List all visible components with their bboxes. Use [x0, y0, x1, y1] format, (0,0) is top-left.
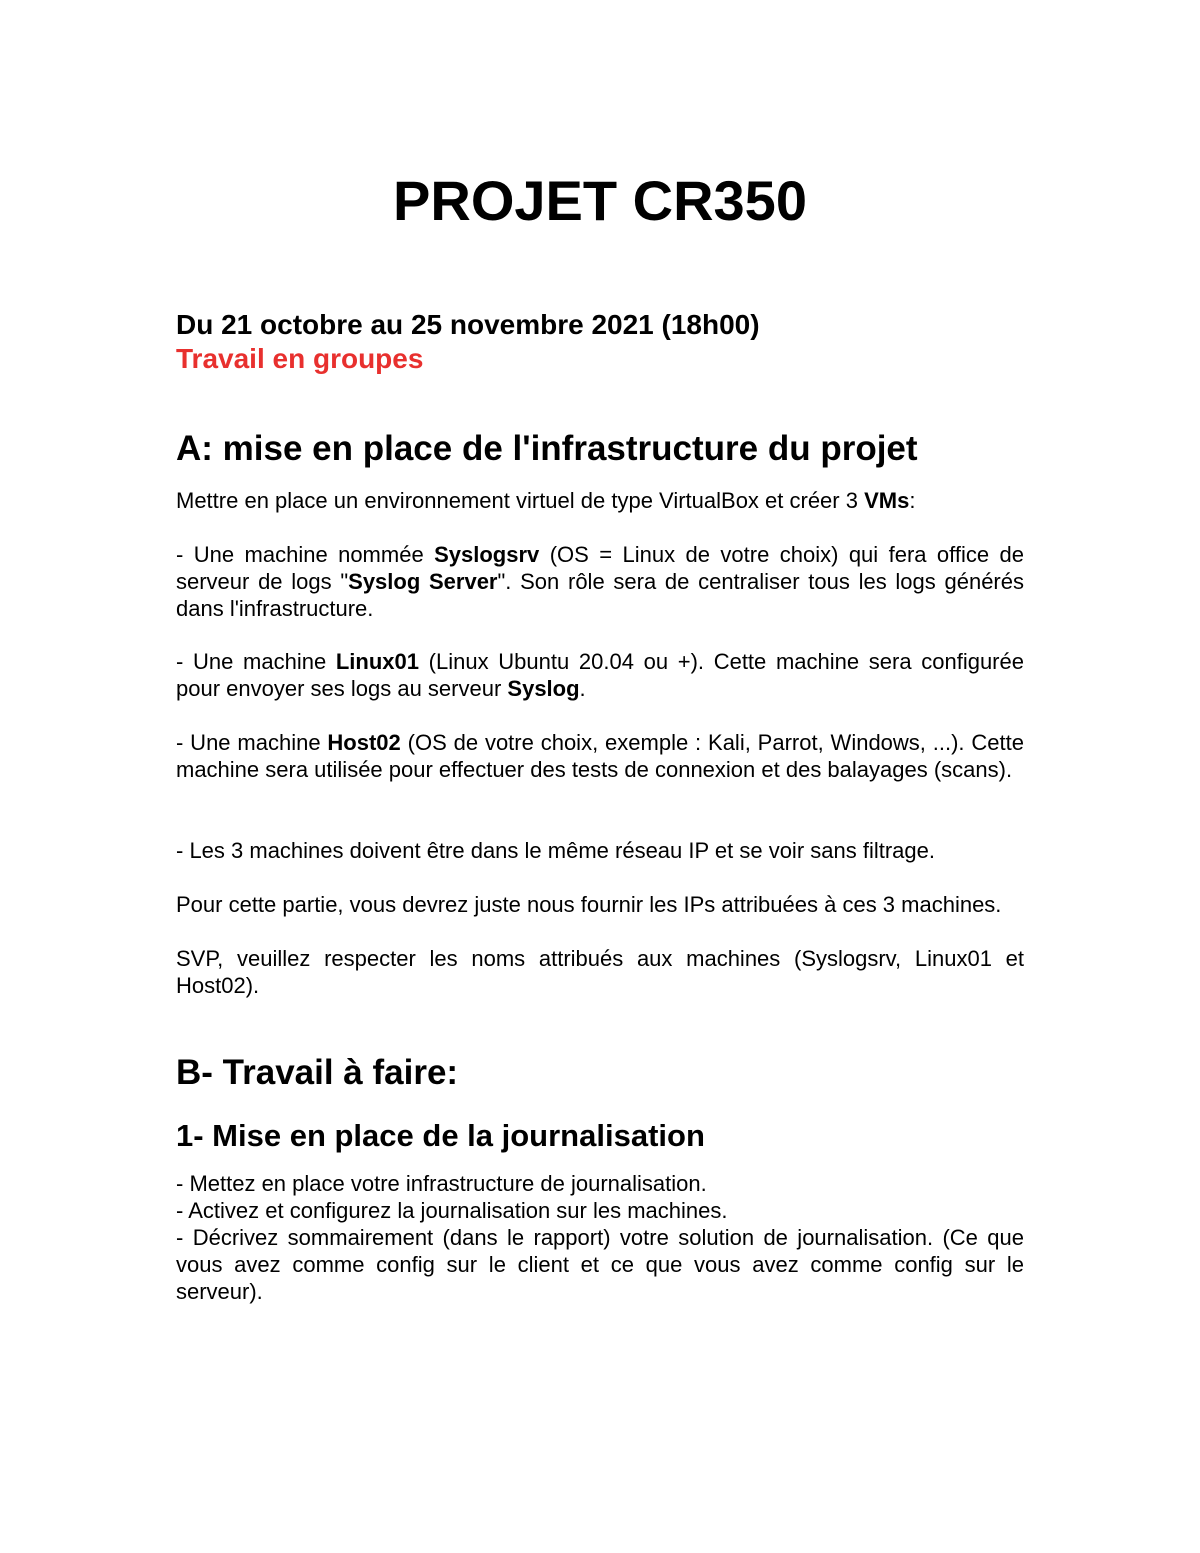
list-item: - Décrivez sommairement (dans le rapport) votre solution de journalisation. (Ce que vous avez comme config sur le client et ce que vous avez comme config sur le serveur). — [176, 1225, 1024, 1304]
machine-name-syslogsrv: Syslogsrv — [434, 542, 540, 567]
page-title: PROJET CR350 — [393, 169, 807, 232]
project-dates: Du 21 octobre au 25 novembre 2021 (18h00) — [176, 309, 760, 340]
naming-note: SVP, veuillez respecter les noms attribués aux machines (Syslogsrv, Linux01 et Host02). — [176, 946, 1024, 998]
machine-name-host02: Host02 — [327, 730, 401, 755]
list-item: - Activez et configurez la journalisation sur les machines. — [176, 1198, 728, 1223]
syslog-target-label: Syslog — [507, 676, 580, 701]
section-b-heading: B- Travail à faire: — [176, 1053, 459, 1092]
syslog-server-label: Syslog Server — [348, 569, 498, 594]
list-item: - Mettez en place votre infrastructure de journalisation. — [176, 1171, 707, 1196]
subsection-1-heading: 1- Mise en place de la journalisation — [176, 1118, 705, 1153]
machine-host02-description: - Une machine Host02 (OS de votre choix, exemple : Kali, Parrot, Windows, ...). Cette machine sera utilisée pour effectuer des tests de connexion et des balayages (scans). — [176, 730, 1024, 782]
machine-name-linux01: Linux01 — [335, 649, 419, 674]
network-note: - Les 3 machines doivent être dans le même réseau IP et se voir sans filtrage. — [176, 838, 935, 863]
section-a-heading: A: mise en place de l'infrastructure du projet — [176, 429, 918, 468]
machine-syslogsrv-description: - Une machine nommée Syslogsrv (OS = Linux de votre choix) qui fera office de serveur de logs "Syslog Server". Son rôle sera de centraliser tous les logs générés dans l'infrastructure. — [176, 542, 1024, 621]
deliverable-note: Pour cette partie, vous devrez juste nous fournir les IPs attribuées à ces 3 machines. — [176, 892, 1002, 917]
group-work-label: Travail en groupes — [176, 343, 424, 374]
section-a-intro: Mettre en place un environnement virtuel de type VirtualBox et créer 3 VMs: — [176, 488, 916, 513]
machine-linux01-description: - Une machine Linux01 (Linux Ubuntu 20.04 ou +). Cette machine sera configurée pour envoyer ses logs au serveur Syslog. — [176, 649, 1024, 701]
